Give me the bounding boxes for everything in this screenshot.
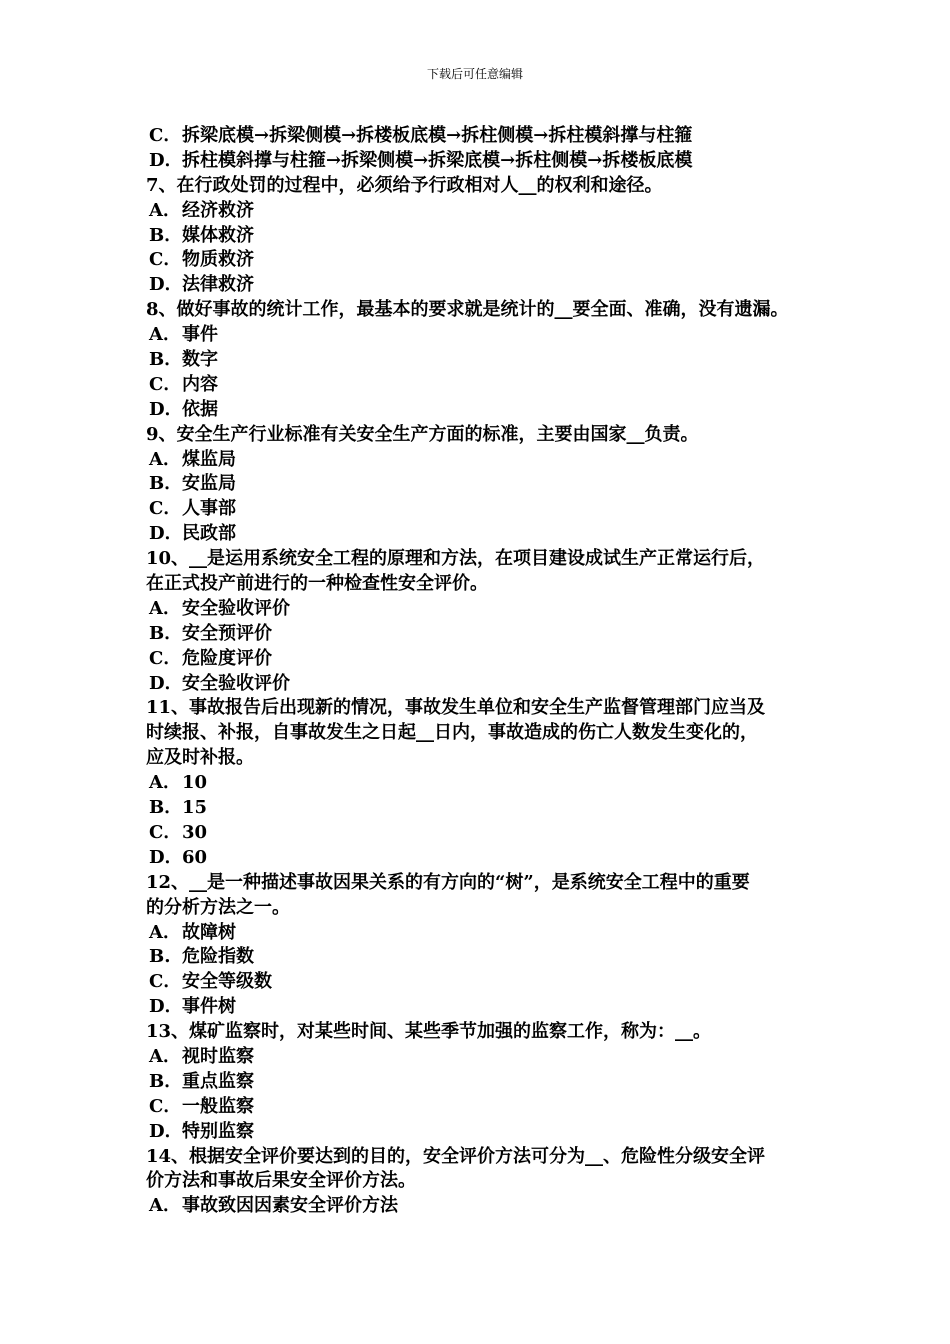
question-text: 的分析方法之一。 (146, 896, 290, 918)
answer-option (146, 970, 846, 995)
option-text: 经济救济 (182, 199, 254, 221)
option-text: 安监局 (182, 473, 236, 495)
option-text: 事件树 (182, 996, 236, 1018)
answer-option (146, 348, 846, 373)
option-letter: C． (149, 821, 182, 843)
option-letter: C． (149, 1095, 182, 1117)
answer-option (146, 124, 846, 149)
option-letter: B． (149, 797, 183, 819)
option-text: 视时监察 (182, 1045, 254, 1067)
option-text: 人事部 (182, 498, 236, 520)
answer-option (146, 472, 846, 497)
option-letter: B． (149, 349, 183, 371)
question-text: 价方法和事故后果安全评价方法。 (146, 1170, 416, 1192)
option-text: 物质救济 (182, 249, 254, 271)
answer-option (146, 821, 846, 846)
option-letter: D． (149, 672, 183, 694)
option-letter: A． (149, 1045, 181, 1067)
answer-option (146, 1070, 846, 1095)
question-text: 14、根据安全评价要达到的目的，安全评价方法可分为__、危险性分级安全评 (146, 1145, 766, 1167)
option-letter: C． (149, 971, 182, 993)
option-text: 30 (182, 821, 208, 843)
option-text: 安全预评价 (182, 622, 272, 644)
answer-option (146, 398, 846, 423)
question-text: 时续报、补报，自事故发生之日起__日内，事故造成的伤亡人数发生变化的， (146, 722, 758, 744)
answer-option (146, 846, 846, 871)
option-text: 安全验收评价 (182, 672, 290, 694)
option-text: 民政部 (182, 523, 236, 545)
option-text: 15 (182, 797, 208, 819)
option-text: 煤监局 (182, 448, 236, 470)
answer-option (146, 1194, 846, 1219)
question-text: 11、事故报告后出现新的情况，事故发生单位和安全生产监督管理部门应当及 (146, 697, 766, 719)
option-letter: A． (149, 448, 181, 470)
answer-option (146, 945, 846, 970)
option-text: 拆柱模斜撑与柱箍→拆梁侧模→拆梁底模→拆柱侧模→拆楼板底模 (182, 149, 693, 171)
option-letter: B． (149, 473, 183, 495)
option-text: 事故致因因素安全评价方法 (182, 1195, 398, 1217)
question-text: 7、在行政处罚的过程中，必须给予行政相对人__的权利和途径。 (146, 174, 663, 196)
option-text: 数字 (182, 349, 218, 371)
answer-option (146, 647, 846, 672)
answer-option (146, 224, 846, 249)
answer-option (146, 796, 846, 821)
option-text: 媒体救济 (182, 224, 254, 246)
option-letter: D． (149, 846, 183, 868)
answer-option (146, 373, 846, 398)
answer-option (146, 1095, 846, 1120)
option-letter: D． (149, 274, 183, 296)
option-letter: C． (149, 249, 182, 271)
option-text: 内容 (182, 373, 218, 395)
option-text: 依据 (182, 398, 218, 420)
option-text: 拆梁底模→拆梁侧模→拆楼板底模→拆柱侧模→拆柱模斜撑与柱箍 (182, 125, 693, 146)
answer-option (146, 921, 846, 946)
question-text: 应及时补报。 (146, 747, 254, 769)
option-letter: C． (149, 125, 182, 146)
option-letter: D． (149, 398, 183, 420)
option-text: 危险度评价 (182, 647, 272, 669)
answer-option (146, 771, 846, 796)
question-text: 10、__是运用系统安全工程的原理和方法，在项目建设成试生产正常运行后， (146, 548, 766, 570)
option-letter: B. (149, 946, 171, 968)
question-text: 12、__是一种描述事故因果关系的有方向的“树”，是系统安全工程中的重要 (146, 871, 750, 893)
option-letter: D． (149, 149, 183, 171)
option-letter: A． (149, 199, 181, 221)
answer-option (146, 1120, 846, 1145)
page-header: 下载后可任意编辑 (426, 67, 523, 81)
option-text: 故障树 (182, 921, 236, 943)
answer-option (146, 995, 846, 1020)
option-text: 10 (182, 772, 208, 794)
option-letter: D． (149, 1120, 183, 1142)
option-text: 事件 (182, 324, 218, 346)
option-text: 60 (182, 846, 208, 868)
option-letter: C． (149, 498, 182, 520)
answer-option (146, 597, 846, 622)
option-letter: A． (149, 772, 181, 794)
option-text: 安全等级数 (182, 971, 272, 993)
option-letter: D． (149, 523, 183, 545)
option-letter: C． (149, 647, 182, 669)
answer-option (146, 448, 846, 473)
answer-option (146, 323, 846, 348)
option-letter: B． (149, 622, 183, 644)
option-text: 安全验收评价 (182, 597, 290, 619)
option-letter: B． (149, 1070, 183, 1092)
answer-option (146, 273, 846, 298)
option-text: 法律救济 (182, 274, 254, 296)
answer-option (146, 522, 846, 547)
answer-option (146, 672, 846, 697)
answer-option (146, 1045, 846, 1070)
answer-option (146, 149, 846, 174)
answer-option (146, 199, 846, 224)
answer-option (146, 497, 846, 522)
option-letter: A． (149, 597, 181, 619)
question-text: 13、煤矿监察时，对某些时间、某些季节加强的监察工作，称为：__。 (146, 1021, 712, 1043)
exam-content (146, 124, 846, 1219)
option-text: 特别监察 (182, 1120, 254, 1142)
option-letter: C． (149, 373, 182, 395)
option-text: 一般监察 (182, 1095, 254, 1117)
option-letter: B． (149, 224, 183, 246)
option-letter: A． (149, 1195, 181, 1217)
option-letter: A． (149, 324, 181, 346)
option-letter: A． (149, 921, 181, 943)
option-text: 重点监察 (182, 1070, 254, 1092)
answer-option (146, 248, 846, 273)
answer-option (146, 622, 846, 647)
question-text: 在正式投产前进行的一种检查性安全评价。 (146, 573, 488, 595)
question-text: 9、安全生产行业标准有关安全生产方面的标准，主要由国家__负责。 (146, 423, 699, 445)
question-text: 8、做好事故的统计工作，最基本的要求就是统计的__要全面、准确，没有遗漏。 (146, 299, 789, 321)
option-text: 危险指数 (182, 946, 254, 968)
option-letter: D． (149, 996, 183, 1018)
